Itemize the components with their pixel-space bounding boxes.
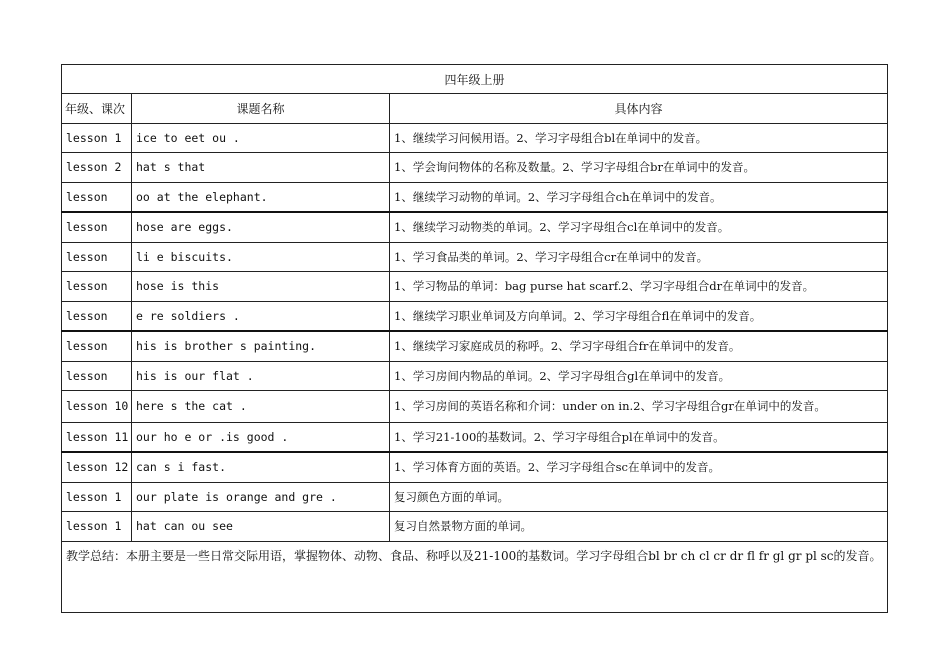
- table-row: [62, 452, 888, 482]
- lesson-title: hose are eggs.: [132, 212, 390, 242]
- lesson-number: lesson: [62, 272, 132, 302]
- lesson-number: lesson 2: [62, 153, 132, 183]
- lesson-content: 1、学习房间内物品的单词。2、学习字母组合gl在单词中的发音。: [390, 361, 888, 391]
- lesson-title: our ho e or .is good .: [132, 422, 390, 452]
- lesson-content: 1、继续学习家庭成员的称呼。2、学习字母组合fr在单词中的发音。: [390, 331, 888, 361]
- lesson-content: 1、继续学习职业单词及方向单词。2、学习字母组合fl在单词中的发音。: [390, 301, 888, 331]
- header-content: 具体内容: [390, 94, 888, 124]
- lesson-content: 1、继续学习动物的单词。2、学习字母组合ch在单词中的发音。: [390, 182, 888, 212]
- lesson-title: here s the cat .: [132, 391, 390, 423]
- lesson-content: 1、学习体育方面的英语。2、学习字母组合sc在单词中的发音。: [390, 452, 888, 482]
- lesson-title: oo at the elephant.: [132, 182, 390, 212]
- table-title: 四年级上册: [62, 65, 888, 94]
- table-row: [62, 212, 888, 242]
- lesson-title: li e biscuits.: [132, 242, 390, 272]
- lesson-number: lesson: [62, 301, 132, 331]
- table-row: [62, 482, 888, 512]
- lesson-content: 1、学习物品的单词：bag purse hat scarf.2、学习字母组合dr在单词中的发音。: [390, 272, 888, 302]
- lesson-title: hat s that: [132, 153, 390, 183]
- table-row: [62, 153, 888, 183]
- lesson-number: lesson 11: [62, 422, 132, 452]
- lesson-content: 1、学习21-100的基数词。2、学习字母组合pl在单词中的发音。: [390, 422, 888, 452]
- lesson-content: 复习颜色方面的单词。: [390, 482, 888, 512]
- summary-row: [62, 541, 888, 612]
- lesson-number: lesson 1: [62, 482, 132, 512]
- lesson-title: hat can ou see: [132, 512, 390, 542]
- lesson-content: 1、继续学习动物类的单词。2、学习字母组合cl在单词中的发音。: [390, 212, 888, 242]
- lesson-number: lesson: [62, 331, 132, 361]
- lesson-content: 复习自然景物方面的单词。: [390, 512, 888, 542]
- lesson-title: can s i fast.: [132, 452, 390, 482]
- table-row: [62, 422, 888, 452]
- table-row: [62, 391, 888, 423]
- header-grade-lesson: 年级、课次: [62, 94, 132, 124]
- lesson-number: lesson 1: [62, 123, 132, 153]
- table-header-row: [62, 94, 888, 124]
- lesson-content: 1、学习食品类的单词。2、学习字母组合cr在单词中的发音。: [390, 242, 888, 272]
- table-row: [62, 182, 888, 212]
- lesson-content: 1、学习房间的英语名称和介词：under on in.2、学习字母组合gr在单词中的发音。: [390, 391, 888, 423]
- table-row: [62, 123, 888, 153]
- table-row: [62, 301, 888, 331]
- lesson-content: 1、继续学习问候用语。2、学习字母组合bl在单词中的发音。: [390, 123, 888, 153]
- table-title-row: [62, 65, 888, 94]
- lesson-number: lesson: [62, 361, 132, 391]
- table-row: [62, 272, 888, 302]
- lesson-number: lesson: [62, 182, 132, 212]
- lesson-title: hose is this: [132, 272, 390, 302]
- lesson-content: 1、学会询问物体的名称及数量。2、学习字母组合br在单词中的发音。: [390, 153, 888, 183]
- table-row: [62, 331, 888, 361]
- lesson-number: lesson 1: [62, 512, 132, 542]
- lesson-number: lesson 10: [62, 391, 132, 423]
- curriculum-table: [61, 64, 888, 613]
- lesson-number: lesson 12: [62, 452, 132, 482]
- lesson-title: e re soldiers .: [132, 301, 390, 331]
- lesson-number: lesson: [62, 242, 132, 272]
- lesson-title: his is our flat .: [132, 361, 390, 391]
- header-lesson-title: 课题名称: [132, 94, 390, 124]
- lesson-title: his is brother s painting.: [132, 331, 390, 361]
- table-row: [62, 512, 888, 542]
- teaching-summary: 教学总结：本册主要是一些日常交际用语，掌握物体、动物、食品、称呼以及21-100的基数词。学习字母组合bl br ch cl cr dr fl fr gl gr pl sc的发音。: [62, 541, 888, 612]
- lesson-title: ice to eet ou .: [132, 123, 390, 153]
- table-row: [62, 361, 888, 391]
- table-row: [62, 242, 888, 272]
- lesson-number: lesson: [62, 212, 132, 242]
- lesson-title: our plate is orange and gre .: [132, 482, 390, 512]
